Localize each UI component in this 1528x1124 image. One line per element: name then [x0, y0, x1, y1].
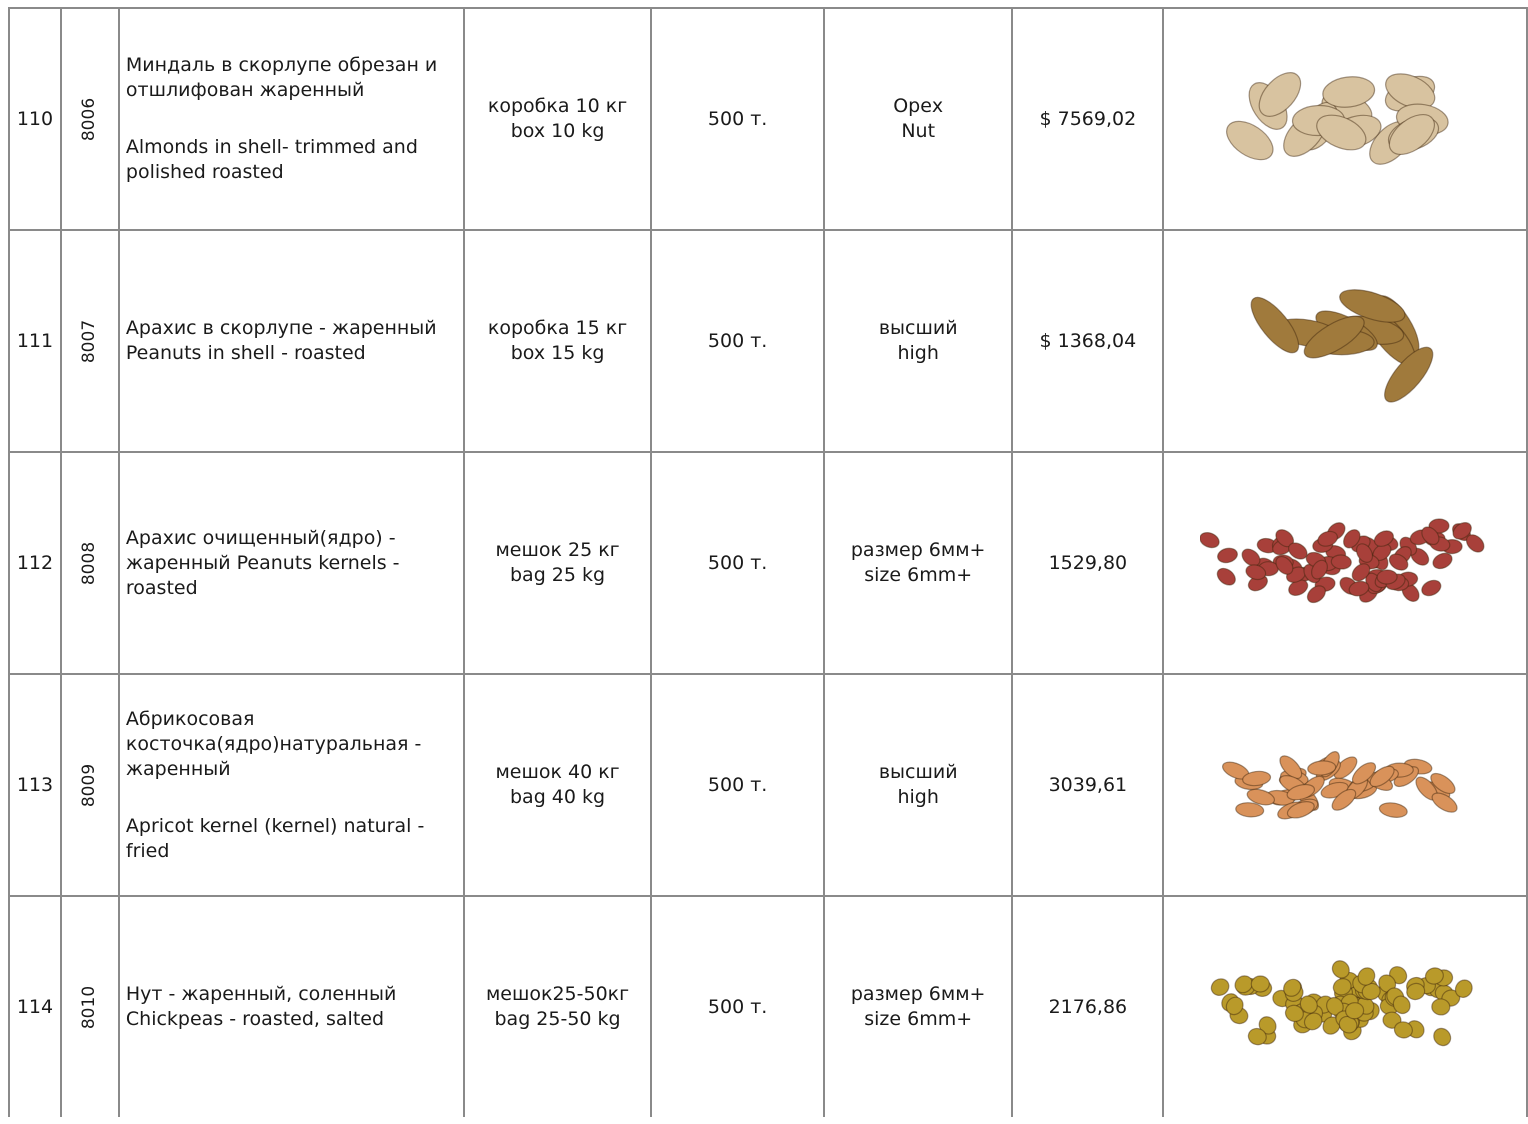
packaging: коробка 10 кг box 10 kg: [464, 8, 652, 230]
product-description: [119, 8, 464, 230]
product-code: 8009: [61, 674, 119, 896]
product-description: [119, 230, 464, 452]
packaging: мешок 25 кг bag 25 kg: [464, 452, 652, 674]
packaging: мешок25-50кг bag 25-50 kg: [464, 896, 652, 1117]
packaging: коробка 15 кг box 15 kg: [464, 230, 652, 452]
chickpeas-piece: [1251, 975, 1270, 992]
grade: размер 6мм+ size 6mm+: [824, 896, 1013, 1117]
price: $ 1368,04: [1012, 230, 1163, 452]
price: $ 7569,02: [1012, 8, 1163, 230]
description-ru: Абрикосовая косточка(ядро)натуральная - жаренный: [125, 707, 422, 780]
price: 3039,61: [1012, 674, 1163, 896]
product-photo: [1163, 674, 1527, 896]
row-number: 111: [9, 230, 61, 452]
description-ru: Нут - жаренный, соленный Chickpeas - roasted, salted: [125, 983, 397, 1030]
row-number: 114: [9, 896, 61, 1117]
quantity: 500 т.: [651, 896, 824, 1117]
almonds-in-shell-photo: [1200, 41, 1490, 191]
apricot-kernels-piece: [1378, 800, 1408, 818]
table-row: [9, 452, 1527, 674]
price: 1529,80: [1012, 452, 1163, 674]
product-photo: [1163, 896, 1527, 1117]
grade: высший high: [824, 674, 1013, 896]
product-code: 8008: [61, 452, 119, 674]
price: 2176,86: [1012, 896, 1163, 1117]
peanut-kernels-piece: [1216, 546, 1239, 564]
product-description: [119, 896, 464, 1117]
peanut-kernels-piece: [1214, 565, 1238, 588]
quantity: 500 т.: [651, 674, 824, 896]
peanut-kernels-piece: [1419, 577, 1443, 598]
peanut-kernels-piece: [1377, 569, 1397, 584]
description-en: Apricot kernel (kernel) natural - fried: [125, 814, 425, 862]
grade: размер 6мм+ size 6mm+: [824, 452, 1013, 674]
table-row: [9, 674, 1527, 896]
table-row: [9, 8, 1527, 230]
packaging: мешок 40 кг bag 40 kg: [464, 674, 652, 896]
chickpeas-photo: [1200, 929, 1490, 1079]
peanuts-in-shell-photo: [1200, 263, 1490, 413]
quantity: 500 т.: [651, 230, 824, 452]
table-row: [9, 896, 1527, 1117]
row-number: 110: [9, 8, 61, 230]
row-number: 113: [9, 674, 61, 896]
product-description: [119, 674, 464, 896]
apricot-kernels-photo: [1200, 707, 1490, 857]
product-photo: [1163, 230, 1527, 452]
grade: Орех Nut: [824, 8, 1013, 230]
product-description: [119, 452, 464, 674]
quantity: 500 т.: [651, 8, 824, 230]
product-code: 8010: [61, 896, 119, 1117]
product-code: 8006: [61, 8, 119, 230]
product-photo: [1163, 8, 1527, 230]
product-code: 8007: [61, 230, 119, 452]
peanut-kernels-piece: [1200, 529, 1221, 550]
description-en: Almonds in shell- trimmed and polished roasted: [125, 136, 418, 183]
product-photo: [1163, 452, 1527, 674]
peanut-kernels-photo: [1200, 485, 1490, 635]
row-number: 112: [9, 452, 61, 674]
description-ru: Арахис в скорлупе - жаренный Peanuts in shell - roasted: [125, 317, 437, 364]
grade: высший high: [824, 230, 1013, 452]
description-ru: Миндаль в скорлупе обрезан и отшлифован жаренный: [125, 54, 438, 101]
chickpeas-piece: [1430, 1024, 1454, 1048]
description-ru: Арахис очищенный(ядро) - жаренный Peanuts kernels - roasted: [125, 526, 400, 599]
table-row: [9, 230, 1527, 452]
product-table: [8, 7, 1528, 1117]
quantity: 500 т.: [651, 452, 824, 674]
